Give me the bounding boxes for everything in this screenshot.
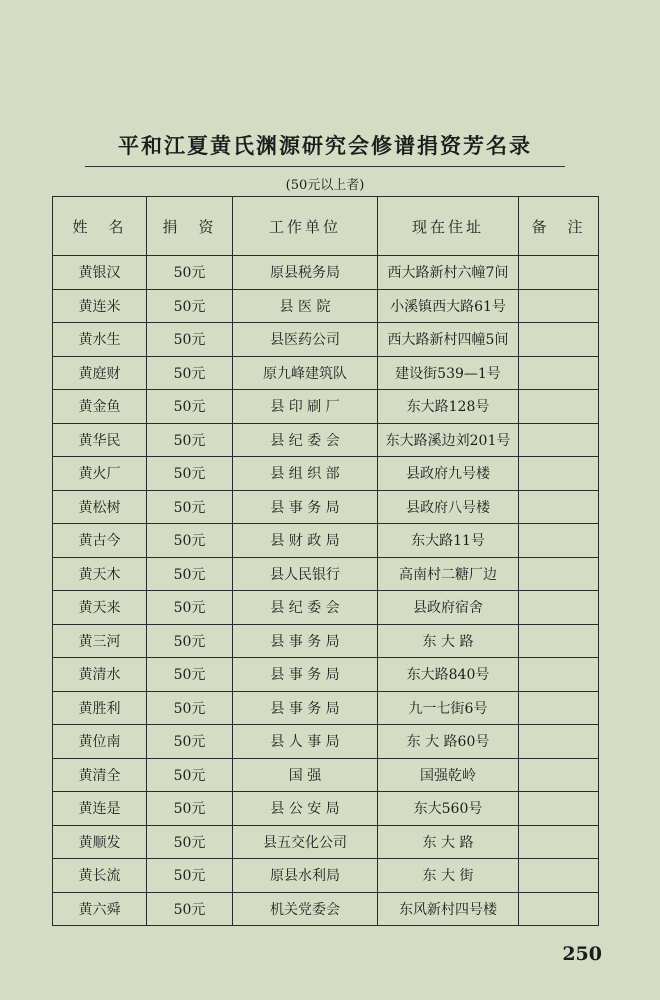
column-header-unit: 工作单位 [233,197,378,256]
table-row [53,256,599,290]
donor-table [52,196,599,926]
cell-amount: 50元 [147,591,233,625]
cell-name: 黄天来 [53,591,147,625]
cell-name: 黄清水 [53,658,147,692]
cell-note [519,289,599,323]
table-row [53,758,599,792]
cell-address: 小溪镇西大路61号 [378,289,519,323]
cell-unit: 机关党委会 [233,892,378,926]
table-row [53,624,599,658]
cell-note [519,524,599,558]
cell-note [519,691,599,725]
table-row [53,725,599,759]
cell-amount: 50元 [147,792,233,826]
cell-unit: 县 事 务 局 [233,490,378,524]
cell-unit: 县 纪 委 会 [233,591,378,625]
table-row [53,557,599,591]
cell-note [519,624,599,658]
cell-note [519,825,599,859]
table-row [53,892,599,926]
cell-name: 黄火厂 [53,457,147,491]
table-row [53,390,599,424]
table-row [53,691,599,725]
cell-name: 黄松树 [53,490,147,524]
cell-address: 西大路新村六幢7间 [378,256,519,290]
cell-address: 县政府宿舍 [378,591,519,625]
cell-name: 黄天木 [53,557,147,591]
cell-name: 黄银汉 [53,256,147,290]
cell-note [519,490,599,524]
cell-name: 黄连米 [53,289,147,323]
cell-address: 东大路溪边刘201号 [378,423,519,457]
cell-amount: 50元 [147,691,233,725]
cell-amount: 50元 [147,524,233,558]
cell-note [519,792,599,826]
cell-unit: 县人民银行 [233,557,378,591]
cell-unit: 原县税务局 [233,256,378,290]
cell-amount: 50元 [147,758,233,792]
column-header-name: 姓 名 [53,197,147,256]
cell-note [519,423,599,457]
cell-address: 东大路128号 [378,390,519,424]
cell-address: 高南村二糖厂边 [378,557,519,591]
cell-address: 九一七街6号 [378,691,519,725]
table-row [53,356,599,390]
cell-amount: 50元 [147,423,233,457]
cell-address: 东风新村四号楼 [378,892,519,926]
table-row [53,457,599,491]
cell-address: 东 大 路60号 [378,725,519,759]
cell-note [519,356,599,390]
table-row [53,825,599,859]
cell-address: 西大路新村四幢5间 [378,323,519,357]
cell-amount: 50元 [147,557,233,591]
cell-address: 建设街539—1号 [378,356,519,390]
cell-unit: 县医药公司 [233,323,378,357]
column-header-amount: 捐 资 [147,197,233,256]
cell-name: 黄长流 [53,859,147,893]
cell-address: 国强乾岭 [378,758,519,792]
table-row [53,524,599,558]
cell-unit: 县 纪 委 会 [233,423,378,457]
table-row [53,859,599,893]
table-row [53,792,599,826]
cell-name: 黄胜利 [53,691,147,725]
cell-name: 黄金鱼 [53,390,147,424]
cell-amount: 50元 [147,725,233,759]
cell-note [519,256,599,290]
cell-unit: 县 公 安 局 [233,792,378,826]
cell-note [519,323,599,357]
cell-amount: 50元 [147,323,233,357]
table-row [53,423,599,457]
cell-note [519,390,599,424]
cell-amount: 50元 [147,390,233,424]
cell-amount: 50元 [147,256,233,290]
page-subtitle: (50元以上者) [285,178,365,193]
cell-address: 县政府八号楼 [378,490,519,524]
cell-amount: 50元 [147,624,233,658]
table-row [53,658,599,692]
cell-address: 东大路11号 [378,524,519,558]
cell-name: 黄清全 [53,758,147,792]
cell-note [519,859,599,893]
cell-amount: 50元 [147,490,233,524]
table-row [53,490,599,524]
cell-name: 黄水生 [53,323,147,357]
table-header-row [53,197,599,256]
cell-note [519,892,599,926]
table-row [53,323,599,357]
cell-amount: 50元 [147,859,233,893]
cell-address: 东 大 街 [378,859,519,893]
cell-name: 黄顺发 [53,825,147,859]
cell-note [519,591,599,625]
cell-address: 东 大 路 [378,825,519,859]
cell-address: 东大560号 [378,792,519,826]
cell-unit: 县 事 务 局 [233,624,378,658]
cell-amount: 50元 [147,658,233,692]
title-underline [85,166,565,167]
table-row [53,591,599,625]
cell-unit: 原九峰建筑队 [233,356,378,390]
cell-unit: 县 组 织 部 [233,457,378,491]
cell-note [519,658,599,692]
cell-note [519,758,599,792]
page-number: 250 [562,943,602,965]
cell-amount: 50元 [147,356,233,390]
cell-amount: 50元 [147,892,233,926]
cell-name: 黄位南 [53,725,147,759]
cell-note [519,557,599,591]
cell-name: 黄庭财 [53,356,147,390]
cell-note [519,457,599,491]
cell-address: 东 大 路 [378,624,519,658]
cell-note [519,725,599,759]
cell-unit: 县 印 刷 厂 [233,390,378,424]
cell-amount: 50元 [147,825,233,859]
cell-unit: 县 事 务 局 [233,691,378,725]
cell-name: 黄古今 [53,524,147,558]
cell-address: 县政府九号楼 [378,457,519,491]
cell-amount: 50元 [147,289,233,323]
cell-name: 黄华民 [53,423,147,457]
cell-address: 东大路840号 [378,658,519,692]
cell-amount: 50元 [147,457,233,491]
cell-unit: 县 人 事 局 [233,725,378,759]
cell-unit: 县 医 院 [233,289,378,323]
cell-unit: 国 强 [233,758,378,792]
cell-unit: 原县水利局 [233,859,378,893]
cell-name: 黄三河 [53,624,147,658]
cell-name: 黄六舜 [53,892,147,926]
cell-unit: 县 事 务 局 [233,658,378,692]
column-header-address: 现在住址 [378,197,519,256]
donor-table-body [53,256,599,926]
page-title: 平和江夏黄氏渊源研究会修谱捐资芳名录 [118,133,532,158]
table-row [53,289,599,323]
column-header-note: 备 注 [519,197,599,256]
cell-unit: 县五交化公司 [233,825,378,859]
cell-name: 黄连是 [53,792,147,826]
cell-unit: 县 财 政 局 [233,524,378,558]
